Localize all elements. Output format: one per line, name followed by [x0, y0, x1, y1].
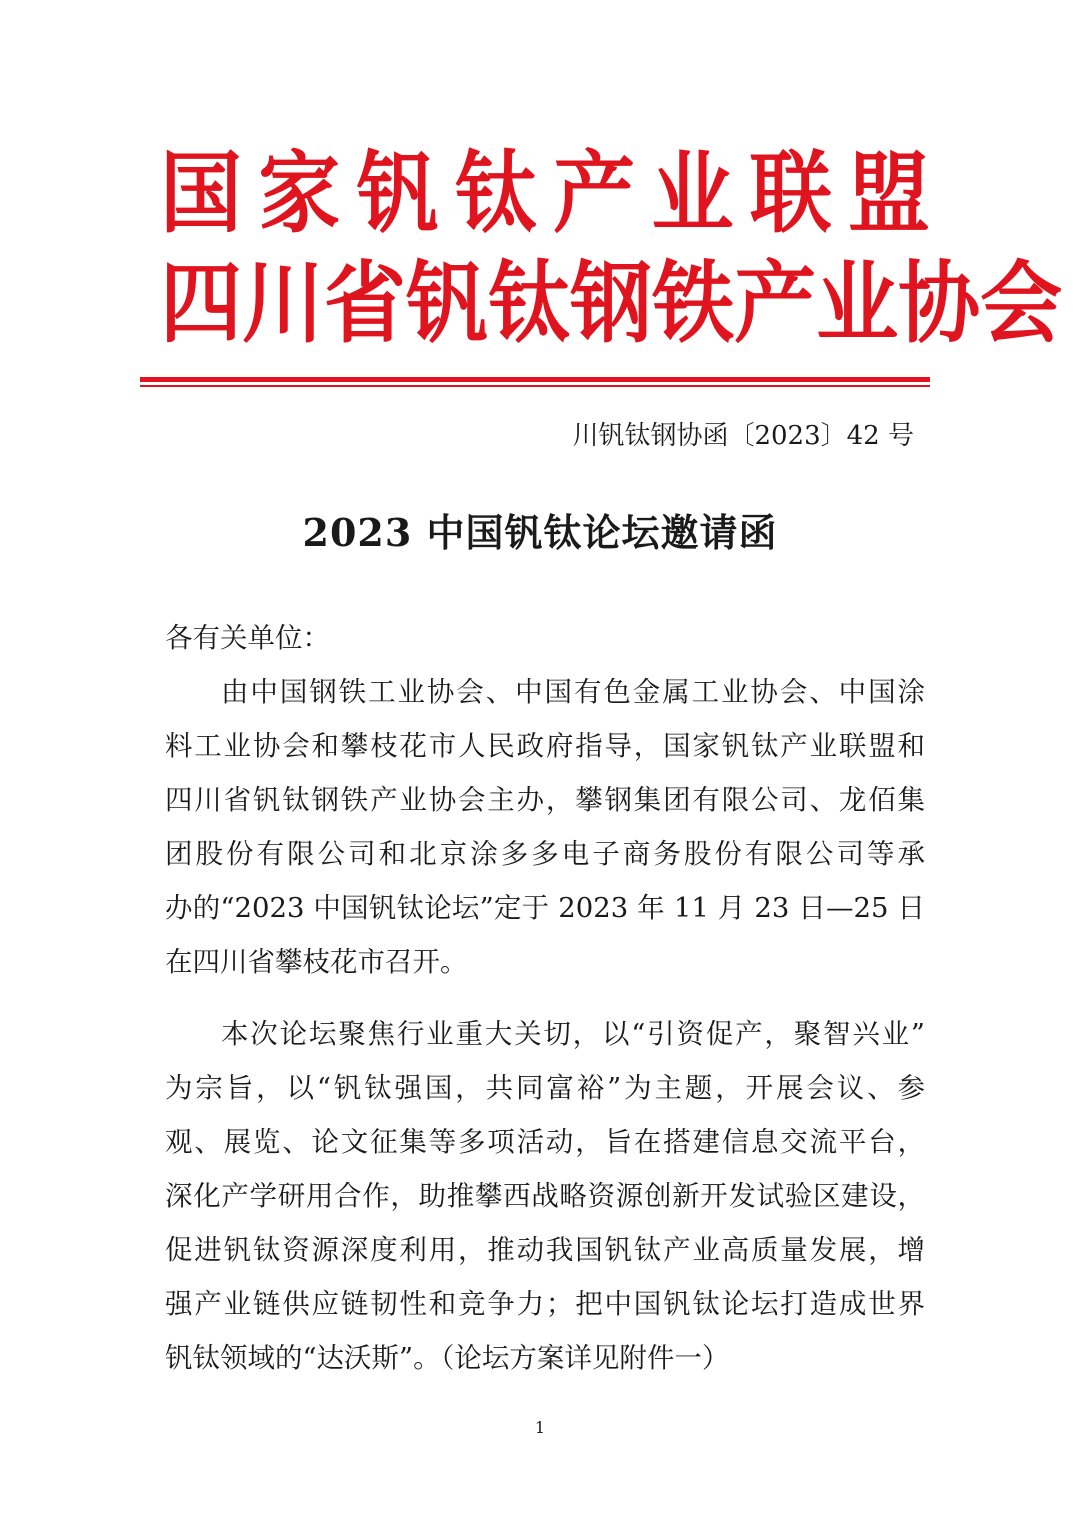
paragraph-line: 由中国钢铁工业协会、中国有色金属工业协会、中国涂 [221, 676, 925, 708]
org-char: 业 [816, 253, 899, 356]
paragraph-line: 在四川省攀枝花市召开。 [165, 946, 468, 978]
paragraph-line: 料工业协会和攀枝花市人民政府指导，国家钒钛产业联盟和 [165, 730, 925, 762]
org-char: 钛 [488, 253, 571, 356]
org-char: 盟 [847, 143, 930, 246]
paragraph-line: 深化产学研用合作，助推攀西战略资源创新开发试验区建设， [165, 1180, 925, 1212]
header-red-rule-thin [140, 385, 930, 387]
salutation [165, 611, 925, 665]
org-char: 省 [324, 253, 407, 356]
paragraph-line: 促进钒钛资源深度利用，推动我国钒钛产业高质量发展，增 [165, 1234, 925, 1266]
org-char: 业 [651, 143, 734, 246]
org-char: 钛 [454, 143, 537, 246]
issuing-organization-line-2 [160, 246, 1063, 365]
document-title: 2023 中国钒钛论坛邀请函 [302, 510, 778, 555]
org-char: 协 [898, 253, 981, 356]
document-number: 川钒钛钢协函〔2023〕42 号 [572, 421, 914, 451]
paragraph-line: 为宗旨，以“钒钛强国，共同富裕”为主题，开展会议、参 [165, 1072, 925, 1104]
salutation-line: 各有关单位： [165, 622, 330, 654]
paragraph-line: 四川省钒钛钢铁产业协会主办，攀钢集团有限公司、龙佰集 [165, 784, 925, 816]
org-char: 国 [160, 143, 243, 246]
paragraph-line: 团股份有限公司和北京涂多多电子商务股份有限公司等承 [165, 838, 925, 870]
org-char: 钢 [570, 253, 653, 356]
org-char: 会 [980, 253, 1063, 356]
org-char: 铁 [652, 253, 735, 356]
issuing-organization-line-1 [160, 136, 930, 255]
org-char: 家 [258, 143, 341, 246]
org-char: 产 [553, 143, 636, 246]
paragraph-2 [165, 1007, 925, 1385]
paragraph-line: 强产业链供应链韧性和竞争力；把中国钒钛论坛打造成世界 [165, 1288, 925, 1320]
paragraph-line: 本次论坛聚焦行业重大关切，以“引资促产，聚智兴业” [221, 1018, 925, 1050]
paragraph-line: 观、展览、论文征集等多项活动，旨在搭建信息交流平台， [165, 1126, 925, 1158]
page-number: 1 [534, 1418, 546, 1437]
org-char: 钒 [356, 143, 439, 246]
org-char: 钒 [406, 253, 489, 356]
org-char: 四 [160, 253, 243, 356]
paragraph-1 [165, 665, 925, 989]
org-char: 产 [734, 253, 817, 356]
org-char: 联 [749, 143, 832, 246]
paragraph-line: 办的“2023 中国钒钛论坛”定于 2023 年 11 月 23 日—25 日 [165, 892, 925, 924]
header-red-rule-thick [140, 377, 930, 382]
org-char: 川 [242, 253, 325, 356]
paragraph-line: 钒钛领域的“达沃斯”。（论坛方案详见附件一） [165, 1342, 730, 1374]
